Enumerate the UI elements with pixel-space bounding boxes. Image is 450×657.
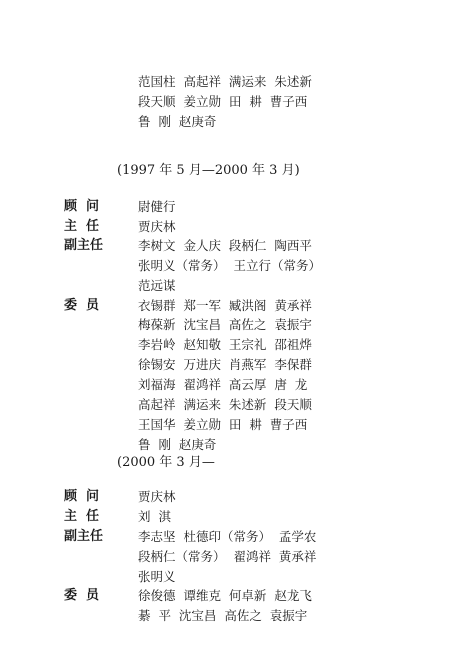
prev-names-line-1: 范国柱 高起祥 满运来 朱述新: [138, 74, 312, 89]
role-advisor: 顾 问: [64, 199, 100, 214]
deputy-names-2000-line-2: 段柄仁（常务） 翟鸿祥 黄承祥: [138, 549, 317, 564]
member-names-line-8: 鲁 刚 赵庚奇: [138, 437, 217, 452]
role-deputy-director-2000: 副主任: [64, 529, 104, 544]
member-names-2000-line-1: 徐俊德 谭维克 何卓新 赵龙飞: [138, 588, 312, 603]
deputy-names-line-1: 李树文 金人庆 段柄仁 陶西平: [138, 238, 312, 253]
member-names-line-2: 梅葆新 沈宝昌 高佐之 袁振宇: [138, 317, 312, 332]
role-members: 委 员: [64, 298, 100, 313]
member-names-line-6: 高起祥 满运来 朱述新 段天顺: [138, 397, 312, 412]
prev-names-line-3: 鲁 刚 赵庚奇: [138, 114, 217, 129]
role-deputy-director: 副主任: [64, 238, 104, 253]
role-advisor-2000: 顾 问: [64, 489, 100, 504]
advisor-names: 尉健行: [138, 199, 176, 214]
deputy-names-line-3: 范远谋: [138, 278, 176, 293]
member-names-line-5: 刘福海 翟鸿祥 高云厚 唐 龙: [138, 377, 308, 392]
period-heading-2000: (2000 年 3 月—: [117, 455, 215, 470]
role-director-2000: 主 任: [64, 509, 100, 524]
member-names-2000-line-2: 綦 平 沈宝昌 高佐之 袁振宇: [138, 608, 308, 623]
member-names-line-3: 李岩岭 赵知敬 王宗礼 邵祖烨: [138, 337, 312, 352]
member-names-line-1: 衣锡群 郑一军 臧洪阁 黄承祥: [138, 298, 312, 313]
period-heading-1997: (1997 年 5 月—2000 年 3 月): [117, 163, 300, 178]
deputy-names-2000-line-3: 张明义: [138, 569, 176, 584]
member-names-line-4: 徐锡安 万进庆 肖燕军 李保群: [138, 357, 312, 372]
prev-names-line-2: 段天顺 姜立勋 田 耕 曹子西: [138, 94, 308, 109]
director-names-2000: 刘 淇: [138, 509, 171, 524]
director-names: 贾庆林: [138, 219, 176, 234]
deputy-names-2000-line-1: 李志坚 杜德印（常务） 孟学农: [138, 529, 317, 544]
member-names-line-7: 王国华 姜立勋 田 耕 曹子西: [138, 417, 308, 432]
role-director: 主 任: [64, 219, 100, 234]
advisor-names-2000: 贾庆林: [138, 489, 176, 504]
role-members-2000: 委 员: [64, 588, 100, 603]
deputy-names-line-2: 张明义（常务） 王立行（常务）: [138, 258, 321, 273]
